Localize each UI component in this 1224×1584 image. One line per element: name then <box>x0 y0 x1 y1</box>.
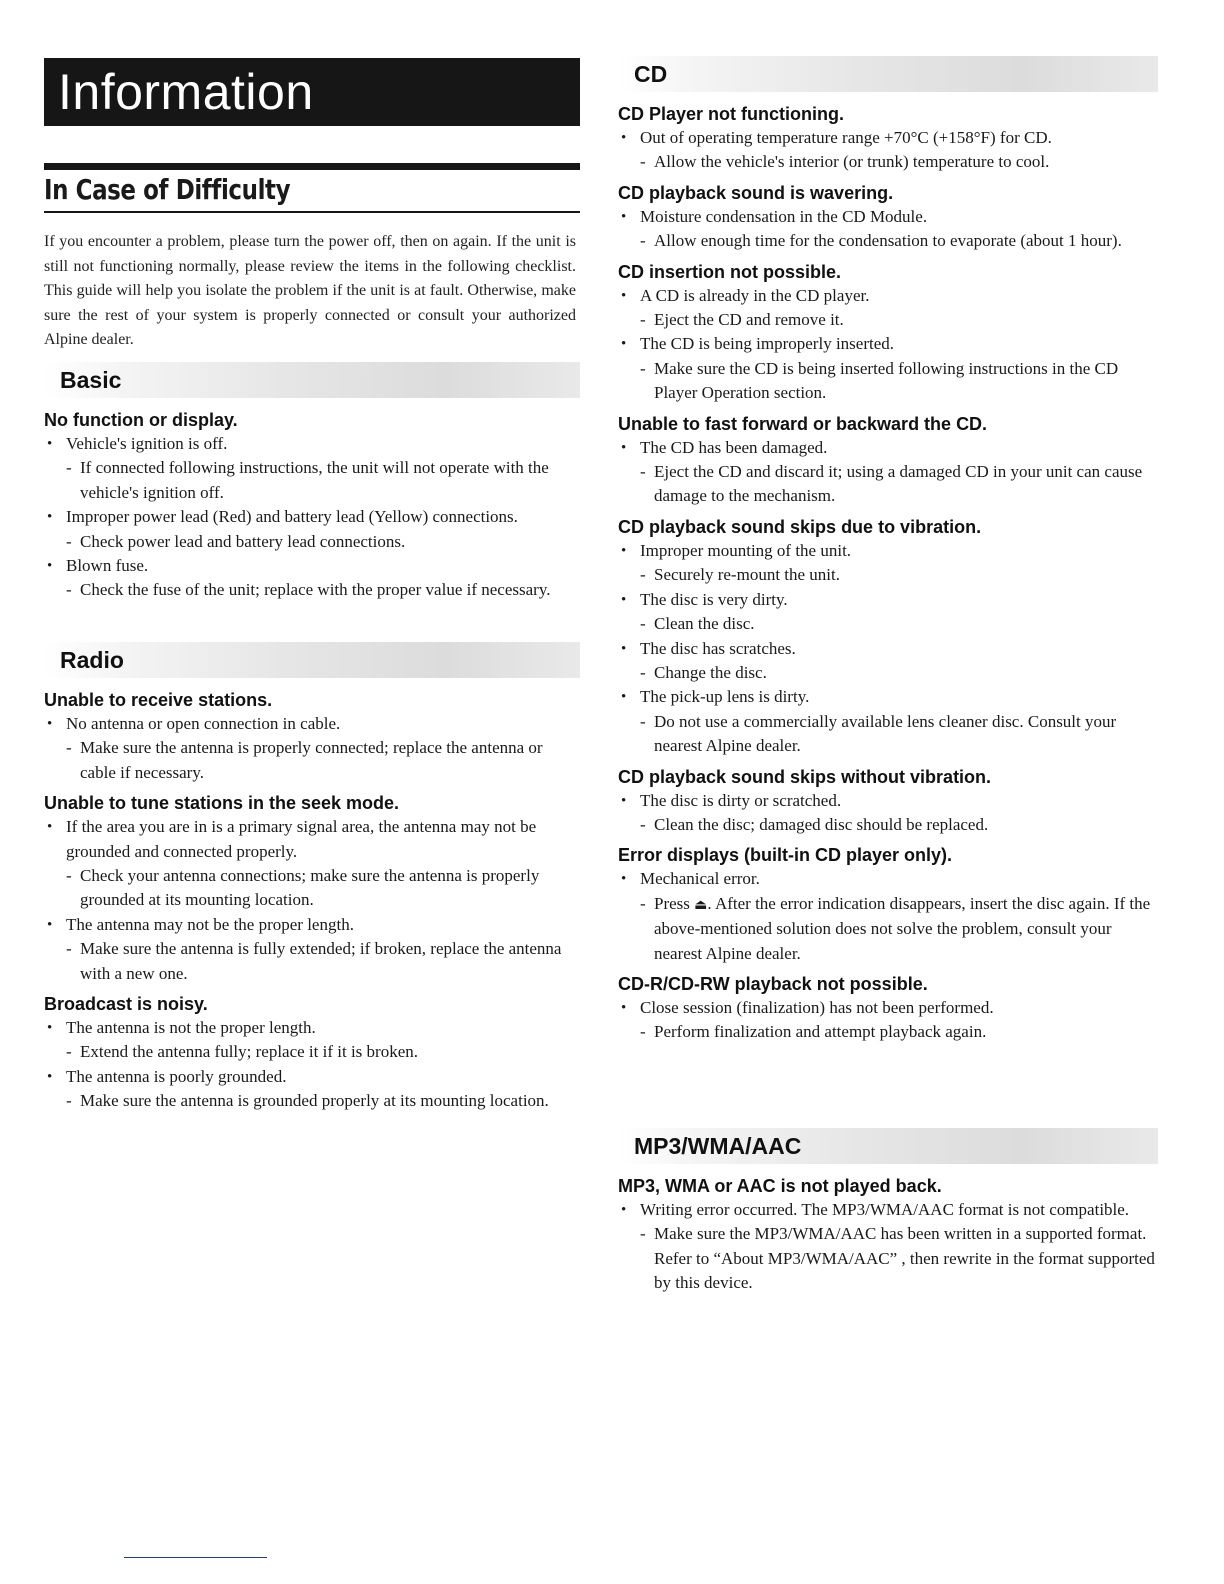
solution-item: - Make sure the antenna is grounded properly at its mounting location. <box>44 1089 580 1113</box>
solution-item: - If connected following instructions, the unit will not operate with the vehicle's ignition off. <box>44 456 580 505</box>
solution-prefix: Press <box>654 893 690 913</box>
problem-title: CD playback sound is wavering. <box>618 182 894 203</box>
cause-item: • The disc is very dirty. <box>618 588 1158 612</box>
solution-item: - Allow enough time for the condensation to evaporate (about 1 hour). <box>618 229 1158 253</box>
solution-item: - Extend the antenna fully; replace it if it is broken. <box>44 1040 580 1064</box>
cause-item: • The CD has been damaged. <box>618 436 1158 460</box>
title-rule-bottom <box>44 211 580 213</box>
problem-title: Unable to receive stations. <box>44 690 273 710</box>
section-heading-basic <box>44 362 580 398</box>
solution-item: - Eject the CD and remove it. <box>618 308 1158 332</box>
problem-title: CD playback sound skips without vibration. <box>618 766 992 787</box>
problem-title: MP3, WMA or AAC is not played back. <box>618 1176 942 1196</box>
section-heading-mp3 <box>618 1128 1158 1164</box>
solution-rest: . After the error indication disappears, insert the disc again. If the above-mentioned solution does not solve the problem, consult your nearest Alpine dealer. <box>654 893 1151 963</box>
title-rule-top <box>44 163 580 170</box>
section-heading-label: MP3/WMA/AAC <box>634 1133 802 1159</box>
section-heading-cd <box>618 56 1158 92</box>
solution-item: - Check power lead and battery lead connections. <box>44 530 580 554</box>
solution-item: - Clean the disc; damaged disc should be replaced. <box>618 813 1158 837</box>
mp3-section <box>618 1128 1158 1296</box>
page-title: In Case of Difficulty <box>44 173 291 206</box>
section-heading-label: Radio <box>60 647 124 673</box>
solution-item: - Make sure the antenna is properly connected; replace the antenna or cable if necessary. <box>44 736 580 785</box>
cause-item: • A CD is already in the CD player. <box>618 284 1158 308</box>
cause-item: • No antenna or open connection in cable. <box>44 712 580 736</box>
footer-rule <box>124 1557 267 1558</box>
cause-item: • The antenna is not the proper length. <box>44 1016 580 1040</box>
problem-title: CD Player not functioning. <box>618 104 845 124</box>
problem-title: Broadcast is noisy. <box>44 994 208 1015</box>
intro-paragraph: If you encounter a problem, please turn the power off, then on again. If the unit is still not functioning normally, please review the items in the following checklist. This guide will help you isolate the problem if the unit is at fault. Otherwise, make sure the rest of your system is properly connected or consult your authorized Alpine dealer. <box>44 233 576 349</box>
section-heading-radio <box>44 642 580 678</box>
cause-item: • Close session (finalization) has not been performed. <box>618 996 1158 1020</box>
solution-item: - Clean the disc. <box>618 612 1158 636</box>
problem-title: No function or display. <box>44 410 238 430</box>
information-banner: Information <box>44 58 580 126</box>
cause-item: • Mechanical error. <box>618 867 1158 891</box>
basic-section <box>44 362 580 603</box>
cause-item: • Out of operating temperature range +70°C (+158°F) for CD. <box>618 126 1158 150</box>
cause-item: • Improper power lead (Red) and battery lead (Yellow) connections. <box>44 505 580 529</box>
cause-item: • Writing error occurred. The MP3/WMA/AAC format is not compatible. <box>618 1198 1158 1222</box>
cause-item: • The antenna may not be the proper length. <box>44 913 580 937</box>
solution-item: - Perform finalization and attempt playback again. <box>618 1020 1158 1044</box>
solution-item: - Make sure the MP3/WMA/AAC has been written in a supported format. Refer to “About MP3/WMA/AAC” , then rewrite in the format supported by this device. <box>618 1222 1158 1295</box>
problem-title: CD-R/CD-RW playback not possible. <box>618 973 928 994</box>
cause-item: • Improper mounting of the unit. <box>618 539 1158 563</box>
cause-item: • The antenna is poorly grounded. <box>44 1065 580 1089</box>
solution-item: - Make sure the CD is being inserted following instructions in the CD Player Operation section. <box>618 357 1158 406</box>
solution-item: - Eject the CD and discard it; using a damaged CD in your unit can cause damage to the mechanism. <box>618 460 1158 509</box>
cause-item: • The pick-up lens is dirty. <box>618 685 1158 709</box>
cause-item: • Moisture condensation in the CD Module. <box>618 205 1158 229</box>
cause-item: • If the area you are in is a primary signal area, the antenna may not be grounded and connected properly. <box>44 815 580 864</box>
solution-item: - Securely re-mount the unit. <box>618 563 1158 587</box>
problem-title: Unable to tune stations in the seek mode. <box>44 793 400 814</box>
solution-item: - Allow the vehicle's interior (or trunk) temperature to cool. <box>618 150 1158 174</box>
problem-title: Unable to fast forward or backward the CD. <box>618 413 988 434</box>
solution-item: - Do not use a commercially available lens cleaner disc. Consult your nearest Alpine dealer. <box>618 710 1158 759</box>
cause-item: • The disc is dirty or scratched. <box>618 789 1158 813</box>
solution-item: - Check your antenna connections; make sure the antenna is properly grounded at its mounting location. <box>44 864 580 913</box>
problem-title: Error displays (built-in CD player only). <box>618 845 953 866</box>
radio-section <box>44 642 580 1114</box>
cause-item: • Blown fuse. <box>44 554 580 578</box>
problem-title: CD insertion not possible. <box>618 261 842 282</box>
eject-icon: ⏏ <box>694 896 708 913</box>
solution-item: - Make sure the antenna is fully extended; if broken, replace the antenna with a new one. <box>44 937 580 986</box>
solution-item <box>618 892 1158 966</box>
section-heading-label: Basic <box>60 367 122 393</box>
cause-item: • The CD is being improperly inserted. <box>618 332 1158 356</box>
cause-item: • Vehicle's ignition is off. <box>44 432 580 456</box>
cause-item: • The disc has scratches. <box>618 637 1158 661</box>
solution-item: - Check the fuse of the unit; replace with the proper value if necessary. <box>44 578 580 602</box>
section-heading-label: CD <box>634 61 668 87</box>
solution-item: - Change the disc. <box>618 661 1158 685</box>
cd-section <box>618 56 1158 1045</box>
problem-title: CD playback sound skips due to vibration. <box>618 516 982 537</box>
